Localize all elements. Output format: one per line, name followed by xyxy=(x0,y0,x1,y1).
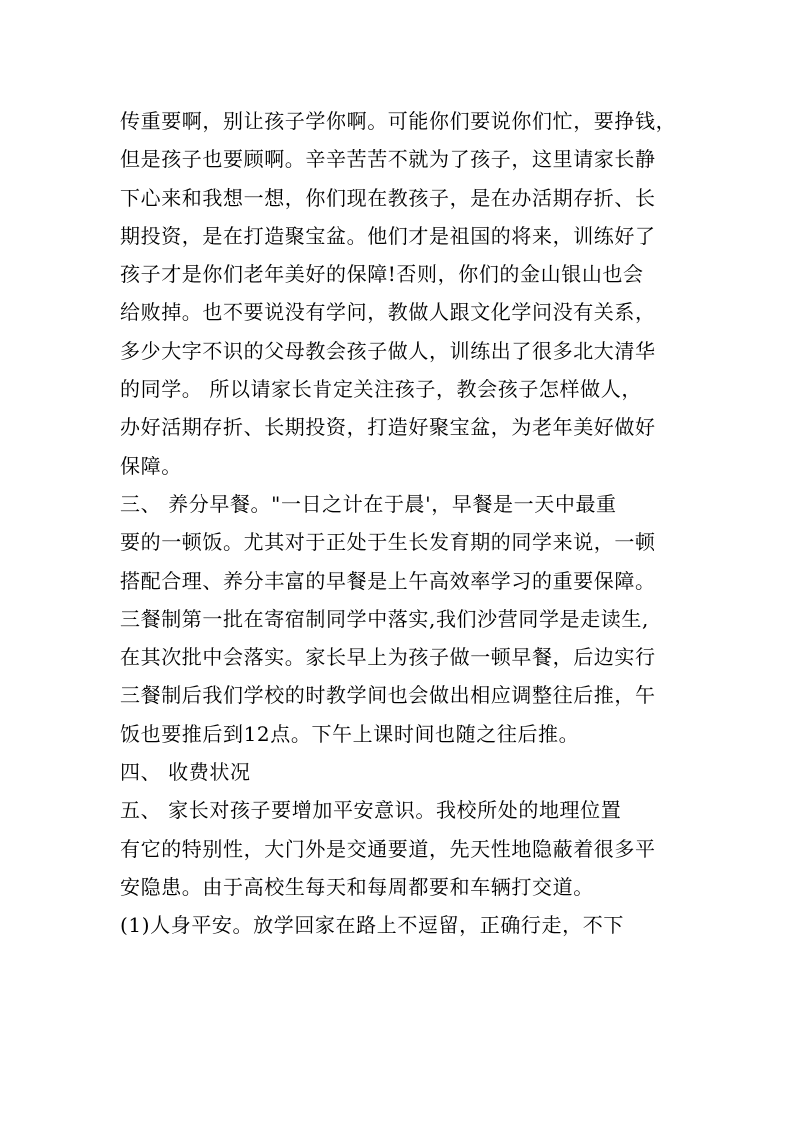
text-line: 期投资，是在打造聚宝盆。他们才是祖国的将来，训练好了 xyxy=(120,223,656,248)
text-line: 保障。 xyxy=(120,453,182,478)
text-line: 的同学。 所以请家长肯定关注孩子，教会孩子怎样做人， xyxy=(120,377,642,402)
text-line: 要的一顿饭。尤其对于正处于生长发育期的同学来说，一顿 xyxy=(120,530,656,555)
section-heading-line: 四、 收费状况 xyxy=(120,760,251,785)
list-item-line: (1)人身平安。放学回家在路上不逗留，正确行走，不下 xyxy=(120,913,624,938)
text-line: 有它的特别性，大门外是交通要道，先天性地隐蔽着很多平 xyxy=(120,836,656,861)
text-line: 办好活期存折、长期投资，打造好聚宝盆，为老年美好做好 xyxy=(120,415,656,440)
text-line: 搭配合理、养分丰富的早餐是上午高效率学习的重要保障。 xyxy=(120,568,656,593)
text-line: 三餐制后我们学校的时教学间也会做出相应调整往后推，午 xyxy=(120,683,656,708)
text-line: 饭也要推后到12点。下午上课时间也随之往后推。 xyxy=(120,721,580,746)
section-heading-line: 三、 养分早餐。"一日之计在于晨'，早餐是一天中最重 xyxy=(120,491,617,516)
text-line: 三餐制第一批在寄宿制同学中落实,我们沙营同学是走读生, xyxy=(120,606,649,631)
text-line: 多少大字不识的父母教会孩子做人，训练出了很多北大清华 xyxy=(120,338,656,363)
text-line: 下心来和我想一想，你们现在教孩子，是在办活期存折、长 xyxy=(120,185,656,210)
section-heading-line: 五、 家长对孩子要增加平安意识。我校所处的地理位置 xyxy=(120,798,622,823)
text-line: 在其次批中会落实。家长早上为孩子做一顿早餐，后边实行 xyxy=(120,645,656,670)
text-line: 但是孩子也要顾啊。辛辛苦苦不就为了孩子，这里请家长静 xyxy=(120,147,656,172)
text-line: 给败掉。也不要说没有学问，教做人跟文化学问没有关系， xyxy=(120,300,656,325)
text-line: 安隐患。由于高校生每天和每周都要和车辆打交道。 xyxy=(120,874,594,899)
body-text xyxy=(120,102,680,945)
text-line: 孩子才是你们老年美好的保障!否则，你们的金山银山也会 xyxy=(120,262,644,287)
text-line: 传重要啊，别让孩子学你啊。可能你们要说你们忙，要挣钱， xyxy=(120,109,677,133)
